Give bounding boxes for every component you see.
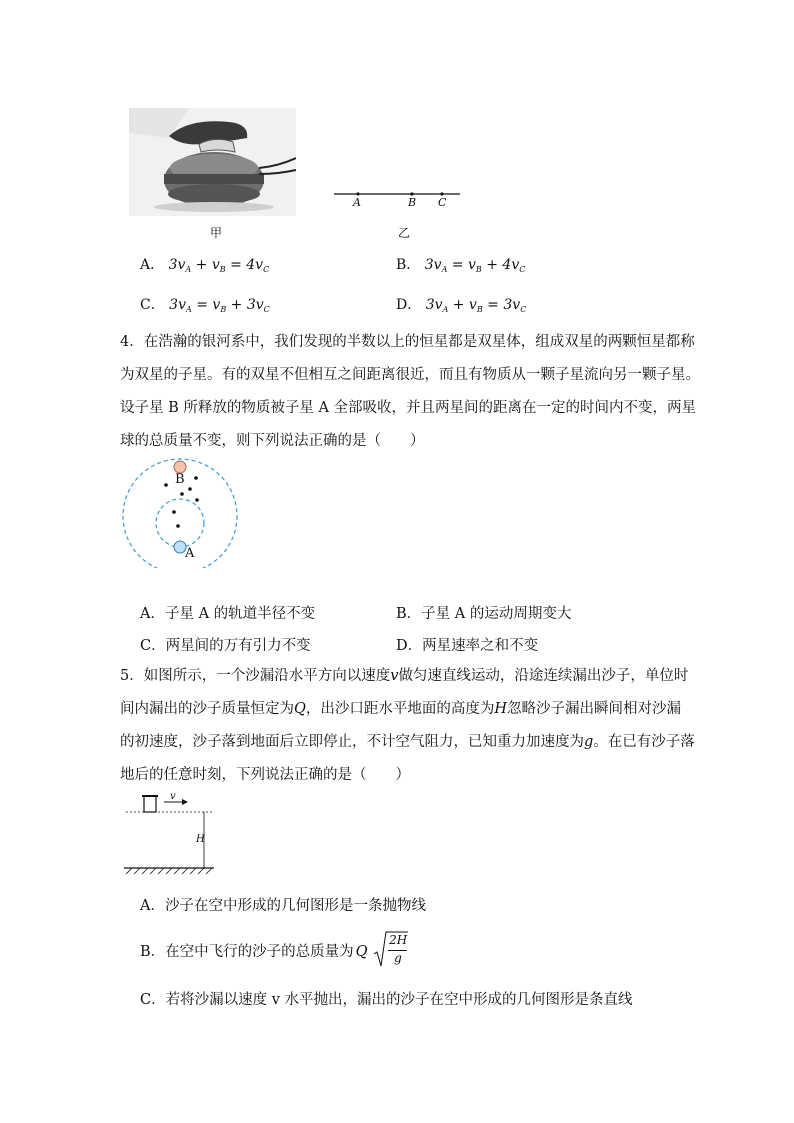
caption-jia: 甲 [210, 226, 223, 240]
q5-option-b[interactable]: B．在空中飞行的沙子的总质量为 Q $\frac{2H}{g}$ [140, 930, 410, 970]
q3-option-d[interactable]: D． $3v_A + v_B = 3v_C$ [396, 297, 527, 314]
matter-dot [176, 524, 180, 528]
q4-stem-line: 4．在浩瀚的银河系中，我们发现的半数以上的恒星都是双星体，组成双星的两颗恒星都称 [120, 334, 695, 350]
q5-stem [120, 660, 700, 792]
point-b-label: B [408, 196, 417, 209]
q5-stem-line: 5．如图所示，一个沙漏沿水平方向以速度v做匀速直线运动，沿途连续漏出沙子，单位时 [120, 668, 689, 684]
q3-option-a[interactable]: A． $3v_A + v_B = 4v_C$ [140, 257, 270, 274]
curling-photo [129, 108, 296, 216]
fig-velocity-label: v [170, 791, 176, 802]
q3-option-b[interactable]: B． $3v_A = v_B + 4v_C$ [396, 257, 526, 274]
sand-hourglass-figure [122, 790, 218, 876]
caption-yi: 乙 [398, 226, 411, 240]
curling-stone-image [129, 108, 296, 216]
q4-option-c[interactable]: C．两星间的万有引力不变 [140, 638, 311, 654]
matter-dot [164, 483, 168, 487]
hourglass-box [144, 796, 156, 812]
ground-hatching [126, 868, 212, 874]
sqrt-fraction [374, 930, 410, 974]
q5-stem-line: 地后的任意时刻，下列说法正确的是（ ） [120, 767, 410, 783]
q5-option-a[interactable]: A．沙子在空中形成的几何图形是一条抛物线 [140, 898, 426, 914]
q4-option-d[interactable]: D．两星速率之和不变 [396, 638, 539, 654]
q4-stem-line: 为双星的子星。有的双星不但相互之间距离很近，而且有物质从一颗子星流向另一颗子星。 [120, 367, 700, 383]
q4-stem-line: 球的总质量不变，则下列说法正确的是（ ） [120, 433, 425, 449]
q5-option-c[interactable]: C．若将沙漏以速度 v 水平抛出，漏出的沙子在空中形成的几何图形是条直线 [140, 992, 633, 1008]
star-a-label: A [185, 546, 195, 561]
q4-stem-line: 设子星 B 所释放的物质被子星 A 全部吸收，并且两星间的距离在一定的时间内不变，两星 [120, 400, 697, 416]
q5-stem-line: 间内漏出的沙子质量恒定为Q，出沙口距水平地面的高度为H忽略沙子漏出瞬间相对沙漏 [120, 701, 682, 717]
fraction-denominator: g [394, 951, 402, 965]
point-a-label: A [353, 196, 361, 209]
fig-height-label: H [196, 834, 205, 845]
q5-stem-line: 的初速度，沙子落到地面后立即停止，不计空气阻力，已知重力加速度为g。在已有沙子落 [120, 734, 695, 750]
q3-option-c[interactable]: C． $3v_A = v_B + 3v_C$ [140, 297, 270, 314]
matter-dot [188, 487, 192, 491]
velocity-arrow-head [182, 799, 188, 805]
q4-option-b[interactable]: B．子星 A 的运动周期变大 [396, 606, 572, 622]
matter-dot [172, 510, 176, 514]
matter-dot [194, 476, 198, 480]
fraction-numerator: 2H [389, 933, 408, 947]
matter-dot [180, 492, 184, 496]
inner-orbit [156, 499, 204, 547]
q4-stem [120, 326, 700, 458]
point-c-label: C [438, 196, 447, 209]
matter-dot [195, 498, 199, 502]
q4-option-a[interactable]: A．子星 A 的轨道半径不变 [140, 606, 316, 622]
star-b-label: B [175, 472, 185, 487]
